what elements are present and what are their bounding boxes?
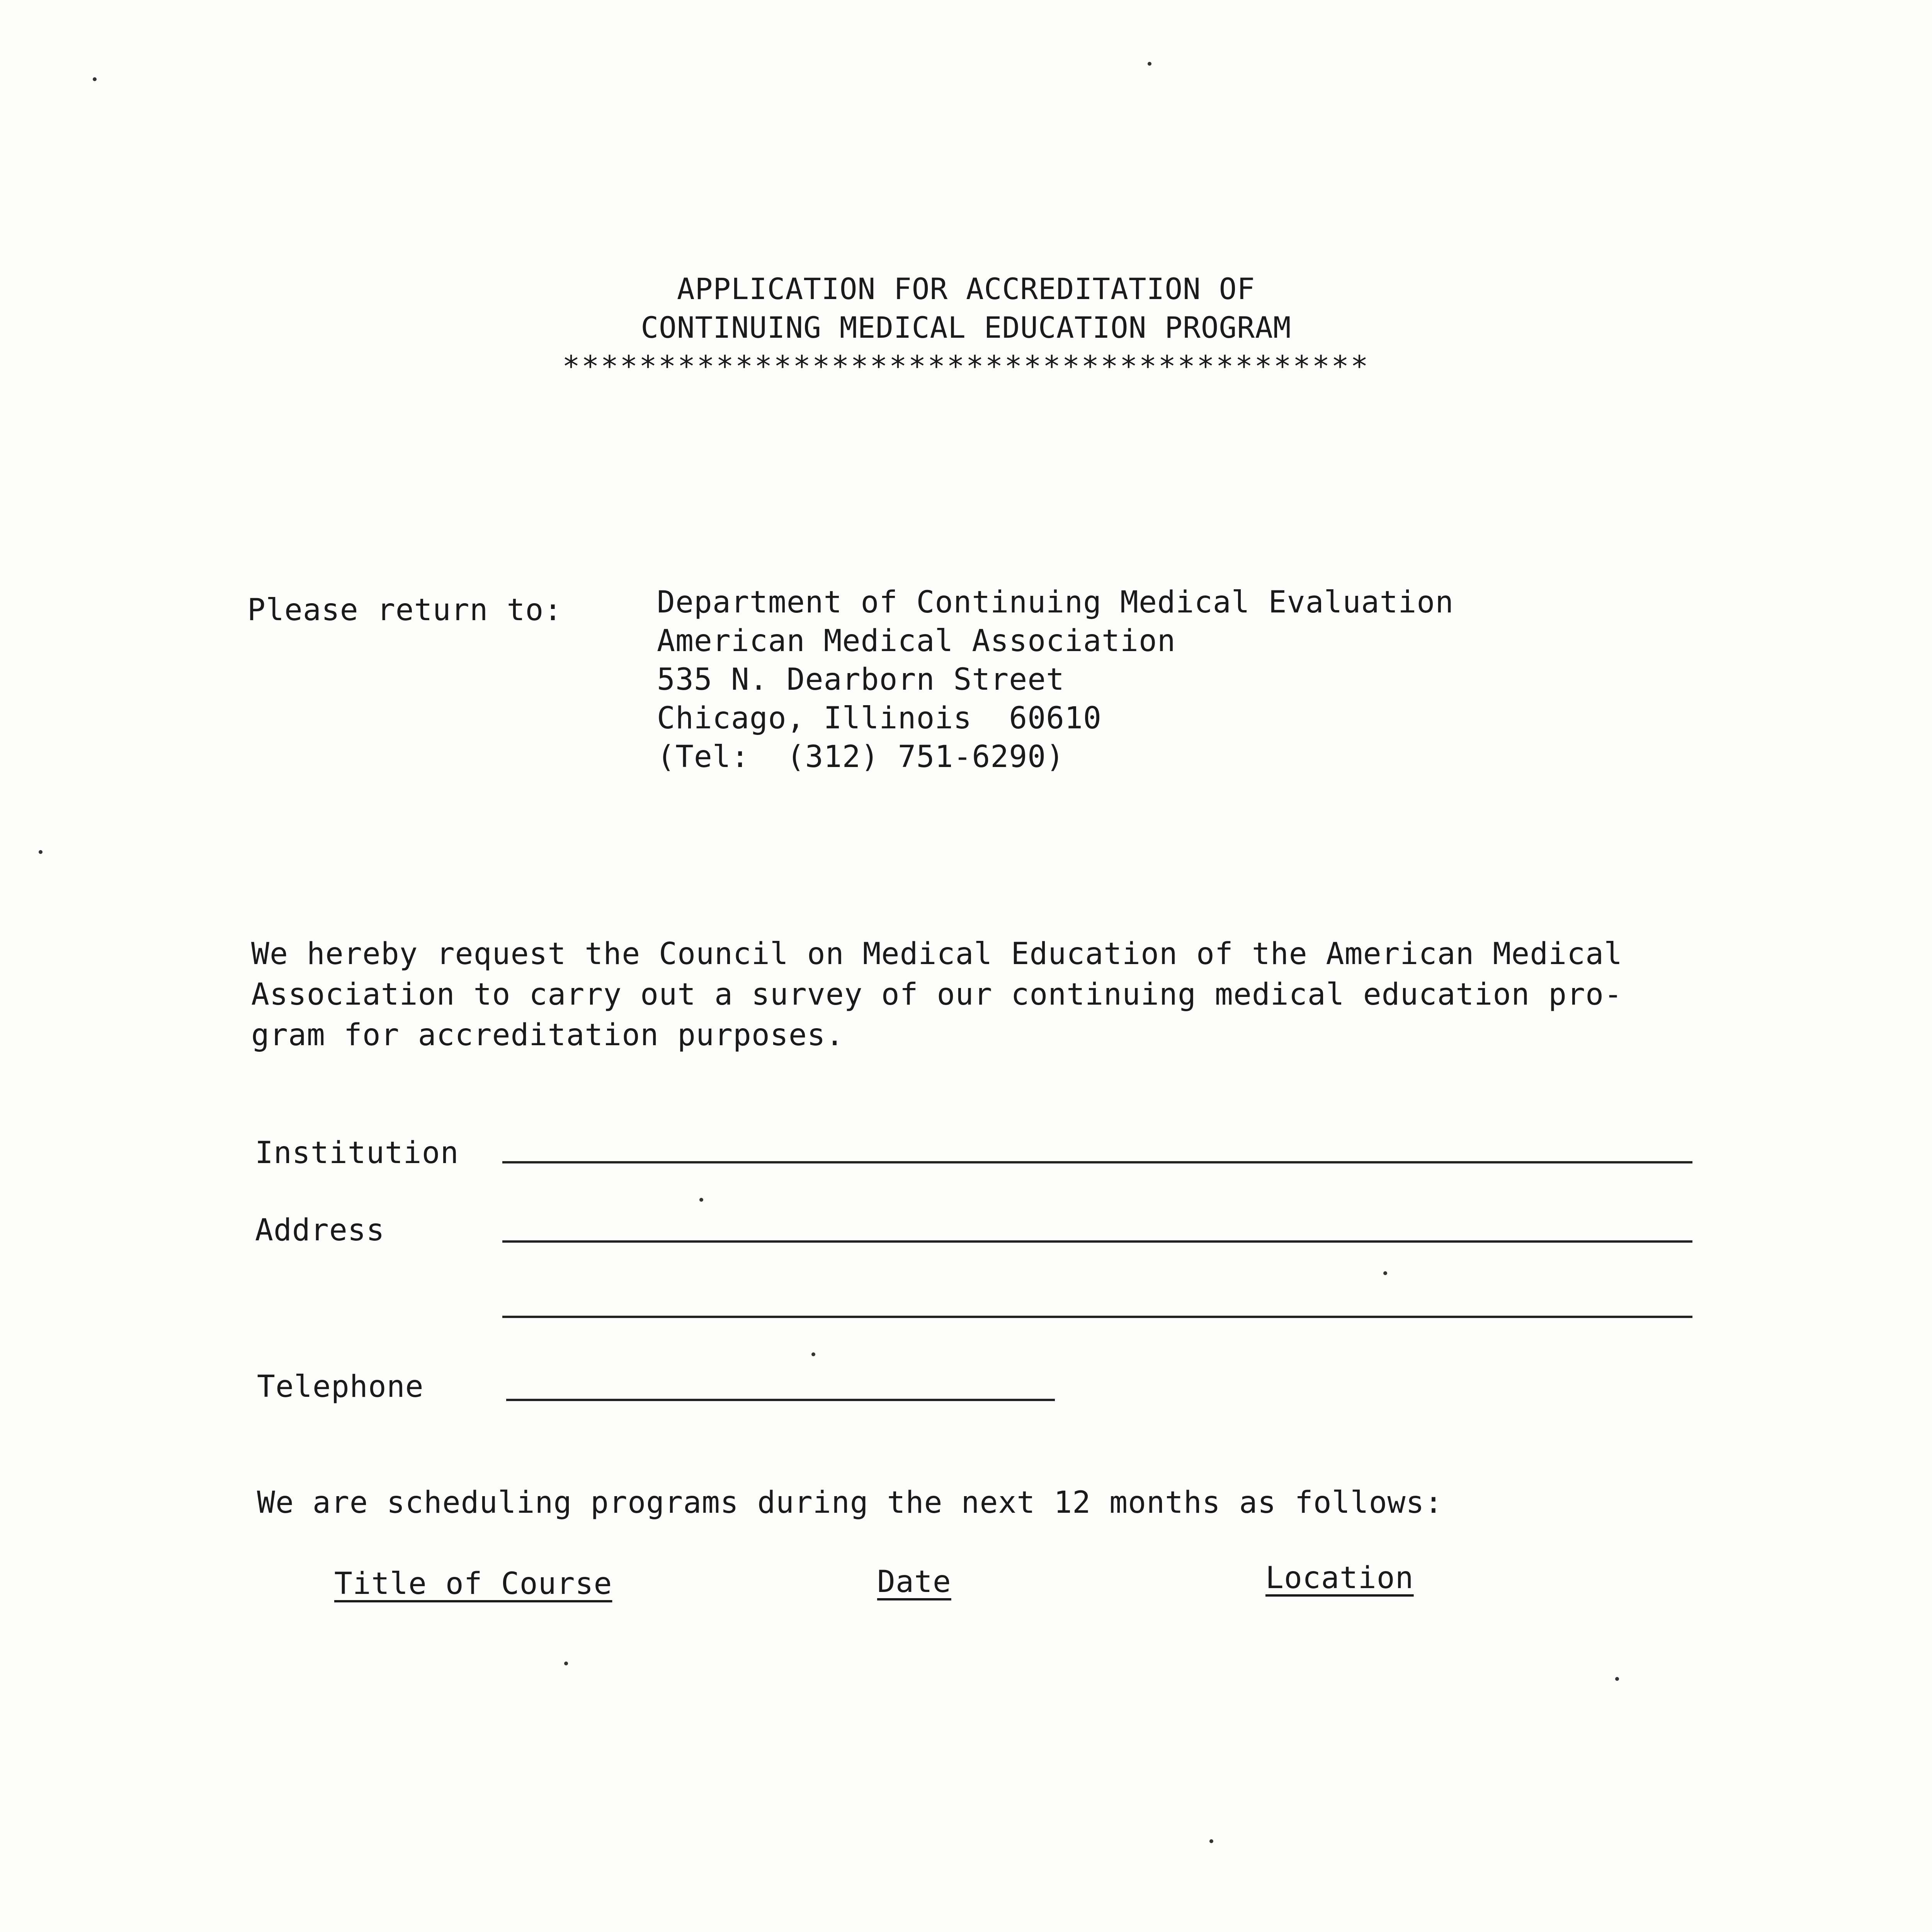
- institution-label: Institution: [255, 1136, 459, 1170]
- request-paragraph-line: gram for accreditation purposes.: [251, 1018, 844, 1053]
- telephone-label: Telephone: [257, 1369, 424, 1404]
- scan-speck: [1209, 1839, 1213, 1843]
- title-line-2: CONTINUING MEDICAL EDUCATION PROGRAM: [641, 310, 1291, 345]
- scan-speck: [1615, 1677, 1619, 1681]
- scan-speck: [699, 1198, 703, 1202]
- institution-field-line[interactable]: [502, 1161, 1692, 1163]
- return-address-line: Department of Continuing Medical Evaluation: [657, 585, 1454, 620]
- column-date: Date: [877, 1565, 951, 1599]
- title-line-1: APPLICATION FOR ACCREDITATION OF: [677, 272, 1255, 306]
- scan-speck: [811, 1352, 815, 1356]
- request-paragraph-line: Association to carry out a survey of our continuing medical education pro-: [251, 977, 1623, 1012]
- scan-speck: [93, 77, 97, 81]
- column-title-of-course: Title of Course: [334, 1566, 612, 1601]
- scan-speck: [1148, 62, 1151, 66]
- return-address-line: 535 N. Dearborn Street: [657, 662, 1065, 697]
- title-asterisk-rule: ******************************************: [562, 349, 1370, 383]
- address-label: Address: [255, 1213, 385, 1248]
- telephone-field-line[interactable]: [506, 1399, 1055, 1401]
- return-address-line: (Tel: (312) 751-6290): [657, 740, 1065, 774]
- address-field-line-2[interactable]: [502, 1316, 1692, 1318]
- address-field-line-1[interactable]: [502, 1240, 1692, 1243]
- scan-speck: [39, 850, 43, 854]
- scan-speck: [564, 1662, 568, 1665]
- return-address-line: American Medical Association: [657, 624, 1176, 658]
- return-address-line: Chicago, Illinois 60610: [657, 701, 1102, 736]
- column-location: Location: [1265, 1561, 1414, 1595]
- schedule-intro: We are scheduling programs during the next 12 months as follows:: [257, 1485, 1443, 1520]
- return-to-label: Please return to:: [247, 593, 563, 628]
- request-paragraph-line: We hereby request the Council on Medical Education of the American Medical: [251, 937, 1623, 971]
- scan-speck: [1383, 1271, 1387, 1275]
